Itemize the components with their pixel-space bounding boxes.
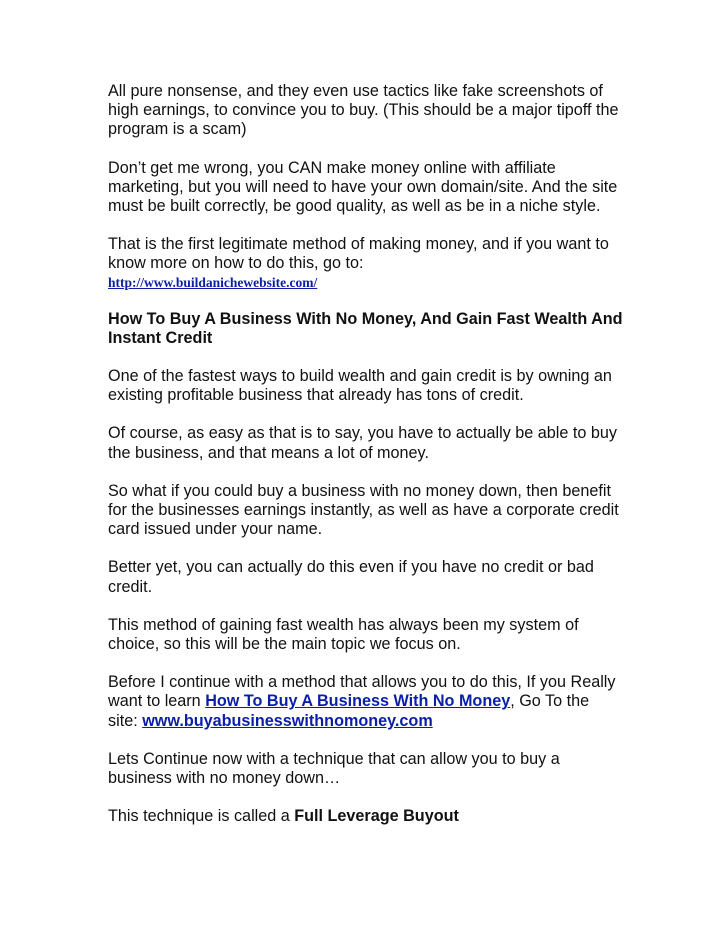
paragraph-first-method: That is the first legitimate method of making money, and if you want to know more on how to do this, go to: — [108, 235, 609, 273]
paragraph-before-continue — [108, 673, 623, 731]
paragraph-better-yet: Better yet, you can actually do this even if you have no credit or bad credit. — [108, 558, 594, 596]
full-leverage-buyout: Full Leverage Buyout — [294, 807, 459, 826]
technique-text: This technique is called a — [108, 807, 295, 826]
paragraph-system-of-choice: This method of gaining fast wealth has always been my system of choice, so this will be the main topic we focus on. — [108, 615, 579, 654]
before-continue-text: Before I continue with a method that allows you to do this, If you Really want to learn — [108, 673, 616, 711]
buy-business-site-link[interactable]: www.buyabusinesswithnomoney.com — [142, 711, 433, 730]
document-page — [108, 82, 623, 845]
niche-website-link[interactable]: http://www.buildanichewebsite.com/ — [108, 274, 318, 290]
paragraph-affiliate-marketing: Don’t get me wrong, you CAN make money online with affiliate marketing, but you will need to have your own domain/site. And the site must be built correctly, be good quality, as well as be in a niche style. — [108, 158, 618, 216]
paragraph-of-course: Of course, as easy as that is to say, you have to actually be able to buy the business, and that means a lot of money. — [108, 424, 617, 462]
niche-website-line — [108, 274, 623, 291]
paragraph-lets-continue: Lets Continue now with a technique that can allow you to buy a business with no money down… — [108, 749, 560, 788]
paragraph-technique — [108, 807, 623, 826]
paragraph-scam-tactics: All pure nonsense, and they even use tactics like fake screenshots of high earnings, to convince you to buy. (This should be a major tipoff the program is a scam) — [108, 82, 619, 139]
paragraph-fastest-ways: One of the fastest ways to build wealth and gain credit is by owning an existing profitable business that already has tons of credit. — [108, 367, 612, 405]
go-to-site-text: , Go To the site: — [108, 692, 590, 730]
section-heading: How To Buy A Business With No Money, And Gain Fast Wealth And Instant Credit — [108, 309, 623, 347]
paragraph-no-money-down: So what if you could buy a business with no money down, then benefit for the businesses earnings instantly, as well as have a corporate credit card issued under your name. — [108, 481, 619, 539]
buy-business-link[interactable]: How To Buy A Business With No Money — [205, 692, 511, 711]
